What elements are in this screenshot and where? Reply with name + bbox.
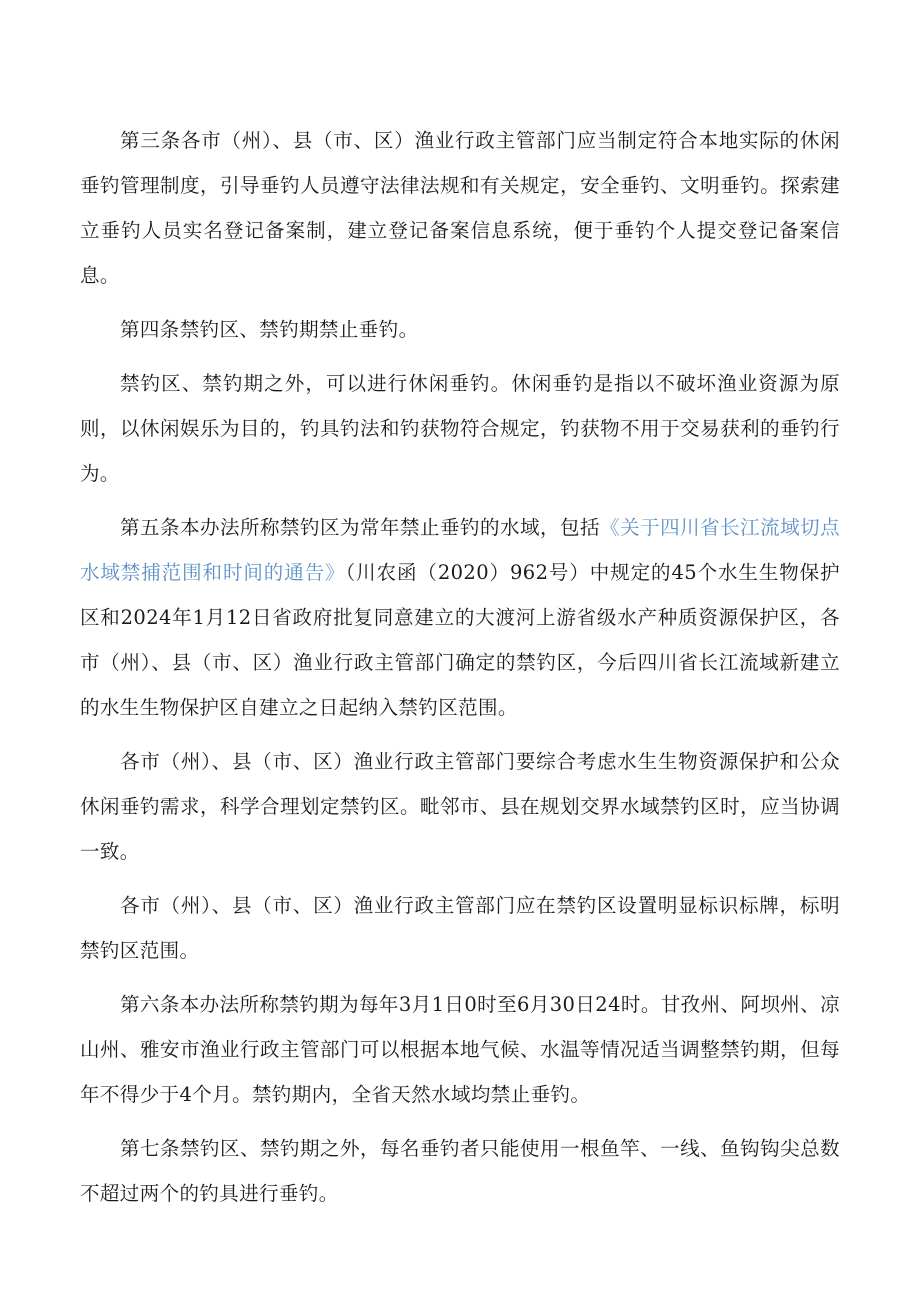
article-5-paragraph [80, 505, 840, 730]
article-3-paragraph: 第三条各市（州）、县（市、区）渔业行政主管部门应当制定符合本地实际的休闲垂钓管理制度，引导垂钓人员遵守法律法规和有关规定，安全垂钓、文明垂钓。探索建立垂钓人员实名登记备案制，建立登记备案信息系统，便于垂钓个人提交登记备案信息。 [80, 129, 840, 287]
article-4-paragraph: 第四条禁钓区、禁钓期禁止垂钓。 [120, 318, 419, 341]
document-body [80, 118, 840, 1225]
article-5-paragraph-2: 各市（州）、县（市、区）渔业行政主管部门要综合考虑水生生物资源保护和公众休闲垂钓需求，科学合理划定禁钓区。毗邻市、县在规划交界水域禁钓区时，应当协调一致。 [80, 750, 840, 863]
article-5-text-before: 第五条本办法所称禁钓区为常年禁止垂钓的水域，包括 [120, 516, 601, 539]
article-5-text-after: （川农函（2020）962号）中规定的45个水生生物保护区和2024年1月12日省政府批复同意建立的大渡河上游省级水产种质资源保护区，各市（州）、县（市、区）渔业行政主管部门确定的禁钓区，今后四川省长江流域新建立的水生生物保护区自建立之日起纳入禁钓区范围。 [80, 561, 841, 719]
notice-link[interactable]: 《关于四川省长江流域切点水域禁捕范围和时间的通告》 [80, 516, 840, 584]
article-7-paragraph: 第七条禁钓区、禁钓期之外，每名垂钓者只能使用一根鱼竿、一线、鱼钩钩尖总数不超过两个的钓具进行垂钓。 [80, 1137, 840, 1205]
article-5-paragraph-3: 各市（州）、县（市、区）渔业行政主管部门应在禁钓区设置明显标识标牌，标明禁钓区范围。 [80, 894, 840, 962]
article-4-paragraph-2: 禁钓区、禁钓期之外，可以进行休闲垂钓。休闲垂钓是指以不破坏渔业资源为原则，以休闲娱乐为目的，钓具钓法和钓获物符合规定，钓获物不用于交易获利的垂钓行为。 [80, 372, 840, 485]
article-6-paragraph: 第六条本办法所称禁钓期为每年3月1日0时至6月30日24时。甘孜州、阿坝州、凉山州、雅安市渔业行政主管部门可以根据本地气候、水温等情况适当调整禁钓期，但每年不得少于4个月。禁钓期内，全省天然水域均禁止垂钓。 [80, 993, 840, 1106]
